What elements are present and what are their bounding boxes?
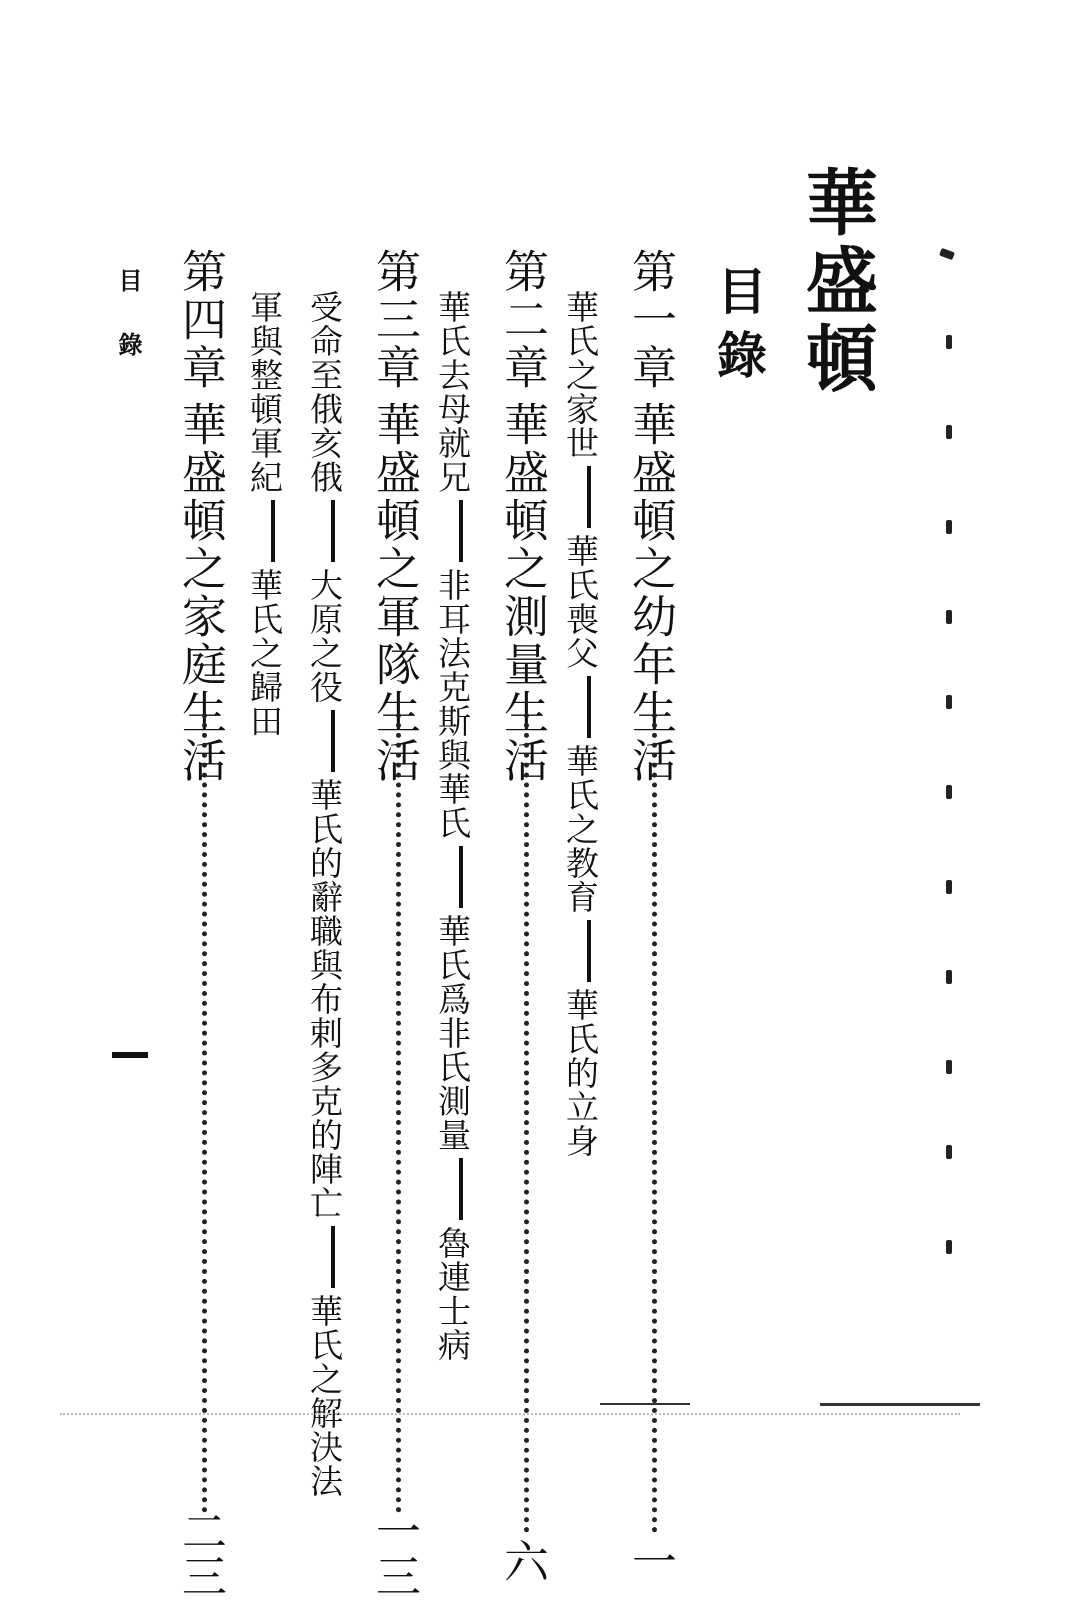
chapter-4-dot-leader [202,713,207,1513]
section-item: 華氏之歸田 [245,568,284,738]
chapter-2-title: 華盛頓之測量生活 [496,401,549,785]
chapter-2-entry[interactable] [496,248,556,1583]
section-separator [331,500,335,562]
section-item: 受命至俄亥俄 [305,290,344,494]
scan-mark [946,970,952,984]
section-separator [331,1226,335,1288]
section-separator [587,920,591,982]
scan-mark [946,425,952,439]
section-item: 華氏去母就兄 [433,290,472,494]
chapter-1-title: 華盛頓之幼年生活 [624,401,677,785]
section-item: 華氏之教育 [561,744,600,914]
section-item: 魯連士病 [433,1226,472,1362]
chapter-1-sections [561,290,600,1158]
section-item: 華氏的辭職與布剌多克的陣亡 [305,778,344,1220]
page-folio [112,1052,148,1058]
contents-heading: 目錄 [709,265,768,393]
chapter-3-sections-line-2 [245,290,284,738]
section-item: 華氏喪父 [561,534,600,670]
scan-mark [946,1240,952,1254]
scan-mark [946,880,952,894]
scan-rule [600,1403,690,1405]
page-folio-text [112,1052,113,1053]
chapter-4-entry[interactable] [174,248,234,1598]
chapter-4-page-number: 二三 [174,1508,227,1598]
chapter-3-title: 華盛頓之軍隊生活 [368,401,421,785]
scan-mark [946,335,952,349]
scan-mark [946,1060,952,1074]
chapter-2-dot-leader [524,713,529,1533]
chapter-3-page-number: 一三 [368,1508,421,1598]
section-separator [587,676,591,738]
chapter-1-label: 第一章 [624,248,677,392]
chapter-2-label: 第二章 [496,248,549,392]
margin-scan-marks [928,240,968,1280]
scan-mark [946,695,952,709]
section-separator [459,500,463,562]
section-separator [331,710,335,772]
chapter-4-title: 華盛頓之家庭生活 [174,401,227,785]
section-item: 華氏之家世 [561,290,600,460]
section-item: 大原之役 [305,568,344,704]
section-separator [587,466,591,528]
chapter-4-label: 第四章 [174,248,227,392]
section-separator [459,846,463,908]
scan-mark [946,1145,952,1159]
section-separator [271,500,275,562]
section-item: 華氏的立身 [561,988,600,1158]
section-item: 華氏爲非氏測量 [433,914,472,1152]
chapter-3-dot-leader [396,713,401,1513]
section-item: 軍與整頓軍紀 [245,290,284,494]
scan-rule [820,1403,980,1406]
section-separator [459,1158,463,1220]
chapter-1-dot-leader [652,713,657,1533]
section-item: 華氏之解決法 [305,1294,344,1498]
chapter-2-sections [433,290,472,1362]
chapter-1-entry[interactable] [624,248,684,1583]
scan-specks [60,1413,960,1417]
chapter-3-entry[interactable] [368,248,428,1598]
scan-mark [946,520,952,534]
scan-mark [946,610,952,624]
scan-mark [939,248,955,260]
chapter-3-sections-line-1 [305,290,344,1498]
chapter-2-page-number: 六 [496,1538,549,1583]
scan-mark [946,785,952,799]
chapter-1-page-number: 一 [624,1538,677,1583]
running-head: 目錄 [114,268,143,396]
chapter-3-label: 第三章 [368,248,421,392]
book-title: 華盛頓 [794,165,879,399]
section-item: 非耳法克斯與華氏 [433,568,472,840]
